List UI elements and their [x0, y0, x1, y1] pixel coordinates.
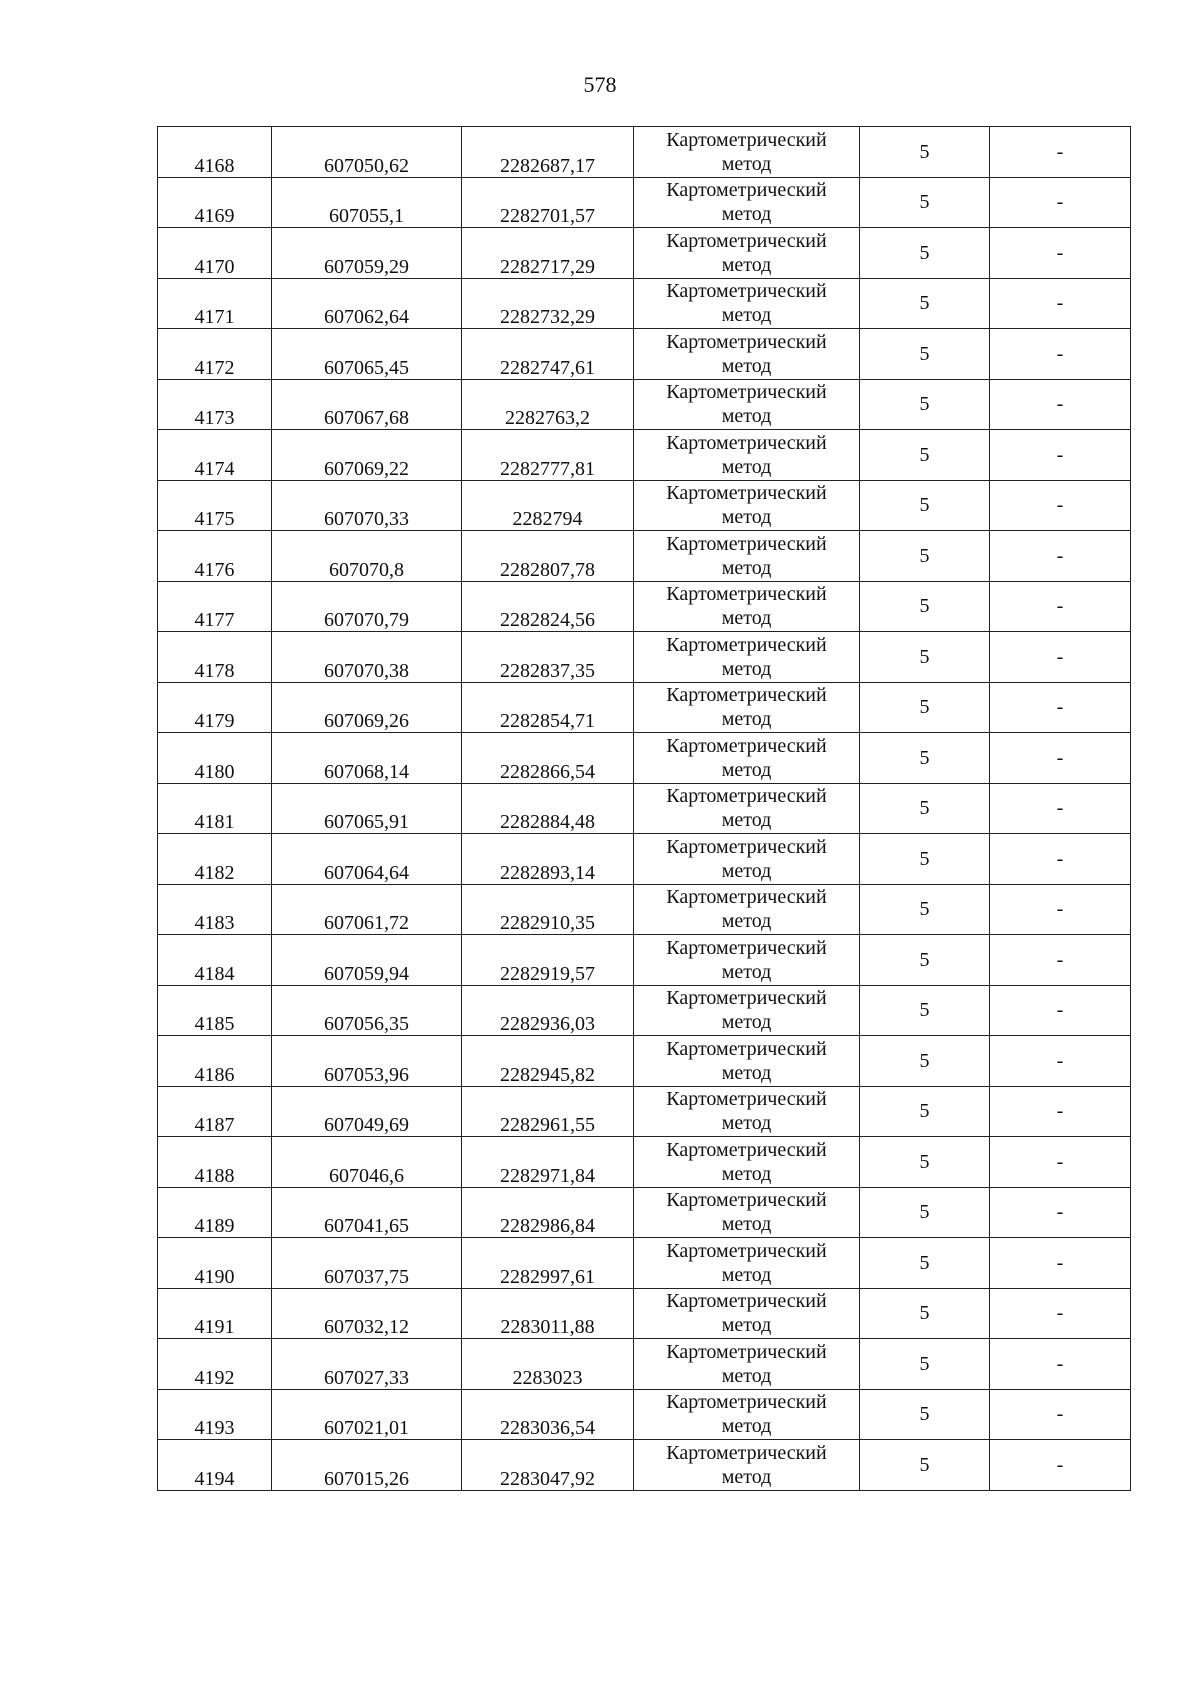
method-cell: [634, 935, 860, 986]
y-coordinate-cell: 2282945,82: [462, 1036, 634, 1087]
description-cell: -: [990, 632, 1131, 683]
y-coordinate-cell: 2282747,61: [462, 329, 634, 380]
y-coordinate-cell: 2282997,61: [462, 1238, 634, 1289]
accuracy-cell: 5: [860, 1440, 990, 1491]
x-coordinate-cell: 607059,29: [272, 228, 462, 279]
method-line-2: метод: [721, 1314, 772, 1337]
method-line-2: метод: [721, 1061, 772, 1084]
method-line-1: Картометрический: [666, 684, 827, 707]
method-line-1: Картометрический: [666, 1138, 827, 1161]
table-row: [158, 1137, 1131, 1188]
accuracy-cell: 5: [860, 1086, 990, 1137]
point-number-cell: 4178: [158, 632, 272, 683]
y-coordinate-cell: 2282884,48: [462, 783, 634, 834]
description-cell: -: [990, 1086, 1131, 1137]
y-coordinate-cell: 2282807,78: [462, 531, 634, 582]
method-cell: [634, 1389, 860, 1440]
accuracy-cell: 5: [860, 1036, 990, 1087]
accuracy-cell: 5: [860, 581, 990, 632]
accuracy-cell: 5: [860, 1389, 990, 1440]
description-cell: -: [990, 278, 1131, 329]
method-line-2: метод: [721, 1162, 772, 1185]
point-number-cell: 4193: [158, 1389, 272, 1440]
table-row: [158, 1036, 1131, 1087]
point-number-cell: 4190: [158, 1238, 272, 1289]
table-row: [158, 127, 1131, 178]
description-cell: -: [990, 581, 1131, 632]
method-line-2: метод: [721, 354, 772, 377]
method-line-1: Картометрический: [666, 229, 827, 252]
table-row: [158, 480, 1131, 531]
y-coordinate-cell: 2282854,71: [462, 682, 634, 733]
point-number-cell: 4172: [158, 329, 272, 380]
description-cell: -: [990, 480, 1131, 531]
table-row: [158, 733, 1131, 784]
description-cell: -: [990, 430, 1131, 481]
method-cell: [634, 379, 860, 430]
x-coordinate-cell: 607037,75: [272, 1238, 462, 1289]
accuracy-cell: 5: [860, 1339, 990, 1390]
y-coordinate-cell: 2282936,03: [462, 985, 634, 1036]
point-number-cell: 4173: [158, 379, 272, 430]
y-coordinate-cell: 2282866,54: [462, 733, 634, 784]
accuracy-cell: 5: [860, 177, 990, 228]
accuracy-cell: 5: [860, 1288, 990, 1339]
point-number-cell: 4180: [158, 733, 272, 784]
y-coordinate-cell: 2282701,57: [462, 177, 634, 228]
coordinates-table-body: [158, 127, 1131, 1491]
description-cell: -: [990, 834, 1131, 885]
method-line-1: Картометрический: [666, 583, 827, 606]
method-cell: [634, 1440, 860, 1491]
method-line-2: метод: [721, 556, 772, 579]
point-number-cell: 4185: [158, 985, 272, 1036]
method-cell: [634, 1238, 860, 1289]
table-row: [158, 884, 1131, 935]
method-cell: [634, 430, 860, 481]
accuracy-cell: 5: [860, 228, 990, 279]
method-line-2: метод: [721, 859, 772, 882]
point-number-cell: 4176: [158, 531, 272, 582]
method-line-1: Картометрический: [666, 1441, 827, 1464]
y-coordinate-cell: 2282777,81: [462, 430, 634, 481]
method-line-2: метод: [721, 1112, 772, 1135]
x-coordinate-cell: 607065,91: [272, 783, 462, 834]
method-cell: [634, 783, 860, 834]
method-cell: [634, 884, 860, 935]
table-row: [158, 1086, 1131, 1137]
accuracy-cell: 5: [860, 783, 990, 834]
x-coordinate-cell: 607062,64: [272, 278, 462, 329]
description-cell: -: [990, 985, 1131, 1036]
table-row: [158, 329, 1131, 380]
table-row: [158, 1288, 1131, 1339]
accuracy-cell: 5: [860, 329, 990, 380]
method-line-2: метод: [721, 1465, 772, 1488]
method-cell: [634, 278, 860, 329]
method-cell: [634, 329, 860, 380]
point-number-cell: 4182: [158, 834, 272, 885]
method-cell: [634, 581, 860, 632]
y-coordinate-cell: 2282986,84: [462, 1187, 634, 1238]
method-line-1: Картометрический: [666, 1239, 827, 1262]
x-coordinate-cell: 607065,45: [272, 329, 462, 380]
description-cell: -: [990, 1036, 1131, 1087]
accuracy-cell: 5: [860, 935, 990, 986]
point-number-cell: 4175: [158, 480, 272, 531]
method-cell: [634, 1137, 860, 1188]
table-row: [158, 1389, 1131, 1440]
point-number-cell: 4186: [158, 1036, 272, 1087]
method-cell: [634, 1339, 860, 1390]
method-cell: [634, 1288, 860, 1339]
method-line-2: метод: [721, 708, 772, 731]
method-line-1: Картометрический: [666, 1391, 827, 1414]
page-number: 578: [583, 72, 617, 97]
x-coordinate-cell: 607056,35: [272, 985, 462, 1036]
x-coordinate-cell: 607069,22: [272, 430, 462, 481]
accuracy-cell: 5: [860, 278, 990, 329]
point-number-cell: 4187: [158, 1086, 272, 1137]
table-row: [158, 682, 1131, 733]
x-coordinate-cell: 607021,01: [272, 1389, 462, 1440]
method-line-2: метод: [721, 1364, 772, 1387]
y-coordinate-cell: 2282687,17: [462, 127, 634, 178]
point-number-cell: 4171: [158, 278, 272, 329]
accuracy-cell: 5: [860, 531, 990, 582]
table-row: [158, 1187, 1131, 1238]
description-cell: -: [990, 1440, 1131, 1491]
table-row: [158, 430, 1131, 481]
accuracy-cell: 5: [860, 1187, 990, 1238]
accuracy-cell: 5: [860, 1238, 990, 1289]
y-coordinate-cell: 2283047,92: [462, 1440, 634, 1491]
y-coordinate-cell: 2282824,56: [462, 581, 634, 632]
method-line-2: метод: [721, 506, 772, 529]
accuracy-cell: 5: [860, 1137, 990, 1188]
method-cell: [634, 682, 860, 733]
accuracy-cell: 5: [860, 884, 990, 935]
x-coordinate-cell: 607015,26: [272, 1440, 462, 1491]
x-coordinate-cell: 607069,26: [272, 682, 462, 733]
point-number-cell: 4191: [158, 1288, 272, 1339]
description-cell: -: [990, 1339, 1131, 1390]
point-number-cell: 4169: [158, 177, 272, 228]
y-coordinate-cell: 2282717,29: [462, 228, 634, 279]
description-cell: -: [990, 127, 1131, 178]
accuracy-cell: 5: [860, 480, 990, 531]
method-line-2: метод: [721, 455, 772, 478]
description-cell: -: [990, 1389, 1131, 1440]
description-cell: -: [990, 1238, 1131, 1289]
method-line-2: метод: [721, 758, 772, 781]
point-number-cell: 4183: [158, 884, 272, 935]
x-coordinate-cell: 607032,12: [272, 1288, 462, 1339]
x-coordinate-cell: 607070,8: [272, 531, 462, 582]
method-cell: [634, 177, 860, 228]
method-line-1: Картометрический: [666, 1340, 827, 1363]
x-coordinate-cell: 607053,96: [272, 1036, 462, 1087]
method-line-1: Картометрический: [666, 330, 827, 353]
accuracy-cell: 5: [860, 379, 990, 430]
method-line-2: метод: [721, 304, 772, 327]
method-line-1: Картометрический: [666, 1037, 827, 1060]
method-line-2: метод: [721, 253, 772, 276]
point-number-cell: 4184: [158, 935, 272, 986]
method-cell: [634, 632, 860, 683]
method-cell: [634, 985, 860, 1036]
description-cell: -: [990, 783, 1131, 834]
method-cell: [634, 127, 860, 178]
description-cell: -: [990, 733, 1131, 784]
method-line-1: Картометрический: [666, 280, 827, 303]
method-line-1: Картометрический: [666, 381, 827, 404]
coordinates-table: [157, 126, 1131, 1491]
point-number-cell: 4188: [158, 1137, 272, 1188]
x-coordinate-cell: 607050,62: [272, 127, 462, 178]
table-row: [158, 379, 1131, 430]
description-cell: -: [990, 228, 1131, 279]
method-line-1: Картометрический: [666, 886, 827, 909]
method-line-1: Картометрический: [666, 835, 827, 858]
method-line-1: Картометрический: [666, 785, 827, 808]
table-row: [158, 783, 1131, 834]
accuracy-cell: 5: [860, 834, 990, 885]
x-coordinate-cell: 607064,64: [272, 834, 462, 885]
method-cell: [634, 1086, 860, 1137]
method-cell: [634, 1187, 860, 1238]
y-coordinate-cell: 2283011,88: [462, 1288, 634, 1339]
y-coordinate-cell: 2283023: [462, 1339, 634, 1390]
method-line-1: Картометрический: [666, 532, 827, 555]
table-row: [158, 1440, 1131, 1491]
point-number-cell: 4168: [158, 127, 272, 178]
method-line-2: метод: [721, 1263, 772, 1286]
method-line-1: Картометрический: [666, 1088, 827, 1111]
point-number-cell: 4194: [158, 1440, 272, 1491]
point-number-cell: 4170: [158, 228, 272, 279]
method-line-2: метод: [721, 960, 772, 983]
description-cell: -: [990, 531, 1131, 582]
description-cell: -: [990, 177, 1131, 228]
table-row: [158, 531, 1131, 582]
accuracy-cell: 5: [860, 733, 990, 784]
x-coordinate-cell: 607041,65: [272, 1187, 462, 1238]
method-cell: [634, 480, 860, 531]
x-coordinate-cell: 607067,68: [272, 379, 462, 430]
method-line-2: метод: [721, 1415, 772, 1438]
y-coordinate-cell: 2282961,55: [462, 1086, 634, 1137]
description-cell: -: [990, 884, 1131, 935]
accuracy-cell: 5: [860, 985, 990, 1036]
point-number-cell: 4177: [158, 581, 272, 632]
table-row: [158, 834, 1131, 885]
description-cell: -: [990, 1187, 1131, 1238]
accuracy-cell: 5: [860, 430, 990, 481]
y-coordinate-cell: 2282893,14: [462, 834, 634, 885]
description-cell: -: [990, 1288, 1131, 1339]
x-coordinate-cell: 607070,38: [272, 632, 462, 683]
table-row: [158, 581, 1131, 632]
method-line-2: метод: [721, 152, 772, 175]
description-cell: -: [990, 329, 1131, 380]
point-number-cell: 4192: [158, 1339, 272, 1390]
point-number-cell: 4174: [158, 430, 272, 481]
table-row: [158, 228, 1131, 279]
table-row: [158, 1238, 1131, 1289]
x-coordinate-cell: 607046,6: [272, 1137, 462, 1188]
y-coordinate-cell: 2282971,84: [462, 1137, 634, 1188]
y-coordinate-cell: 2282763,2: [462, 379, 634, 430]
method-line-1: Картометрический: [666, 936, 827, 959]
method-cell: [634, 1036, 860, 1087]
accuracy-cell: 5: [860, 682, 990, 733]
x-coordinate-cell: 607070,33: [272, 480, 462, 531]
table-row: [158, 935, 1131, 986]
description-cell: -: [990, 1137, 1131, 1188]
method-line-2: метод: [721, 405, 772, 428]
method-line-2: метод: [721, 203, 772, 226]
table-row: [158, 177, 1131, 228]
method-line-2: метод: [721, 1011, 772, 1034]
method-line-1: Картометрический: [666, 734, 827, 757]
table-row: [158, 1339, 1131, 1390]
point-number-cell: 4181: [158, 783, 272, 834]
method-cell: [634, 228, 860, 279]
description-cell: -: [990, 682, 1131, 733]
method-line-1: Картометрический: [666, 179, 827, 202]
x-coordinate-cell: 607059,94: [272, 935, 462, 986]
method-line-2: метод: [721, 1213, 772, 1236]
method-cell: [634, 531, 860, 582]
method-line-1: Картометрический: [666, 1290, 827, 1313]
x-coordinate-cell: 607055,1: [272, 177, 462, 228]
x-coordinate-cell: 607049,69: [272, 1086, 462, 1137]
x-coordinate-cell: 607061,72: [272, 884, 462, 935]
y-coordinate-cell: 2283036,54: [462, 1389, 634, 1440]
description-cell: -: [990, 935, 1131, 986]
method-line-1: Картометрический: [666, 1189, 827, 1212]
method-line-2: метод: [721, 809, 772, 832]
method-line-1: Картометрический: [666, 431, 827, 454]
method-line-1: Картометрический: [666, 987, 827, 1010]
y-coordinate-cell: 2282794: [462, 480, 634, 531]
accuracy-cell: 5: [860, 632, 990, 683]
point-number-cell: 4179: [158, 682, 272, 733]
table-row: [158, 632, 1131, 683]
y-coordinate-cell: 2282919,57: [462, 935, 634, 986]
table-row: [158, 985, 1131, 1036]
description-cell: -: [990, 379, 1131, 430]
method-line-1: Картометрический: [666, 482, 827, 505]
y-coordinate-cell: 2282732,29: [462, 278, 634, 329]
method-line-1: Картометрический: [666, 633, 827, 656]
y-coordinate-cell: 2282837,35: [462, 632, 634, 683]
x-coordinate-cell: 607068,14: [272, 733, 462, 784]
x-coordinate-cell: 607027,33: [272, 1339, 462, 1390]
method-line-2: метод: [721, 657, 772, 680]
y-coordinate-cell: 2282910,35: [462, 884, 634, 935]
table-row: [158, 278, 1131, 329]
accuracy-cell: 5: [860, 127, 990, 178]
method-cell: [634, 834, 860, 885]
x-coordinate-cell: 607070,79: [272, 581, 462, 632]
method-cell: [634, 733, 860, 784]
method-line-2: метод: [721, 607, 772, 630]
method-line-2: метод: [721, 910, 772, 933]
method-line-1: Картометрический: [666, 128, 827, 151]
point-number-cell: 4189: [158, 1187, 272, 1238]
